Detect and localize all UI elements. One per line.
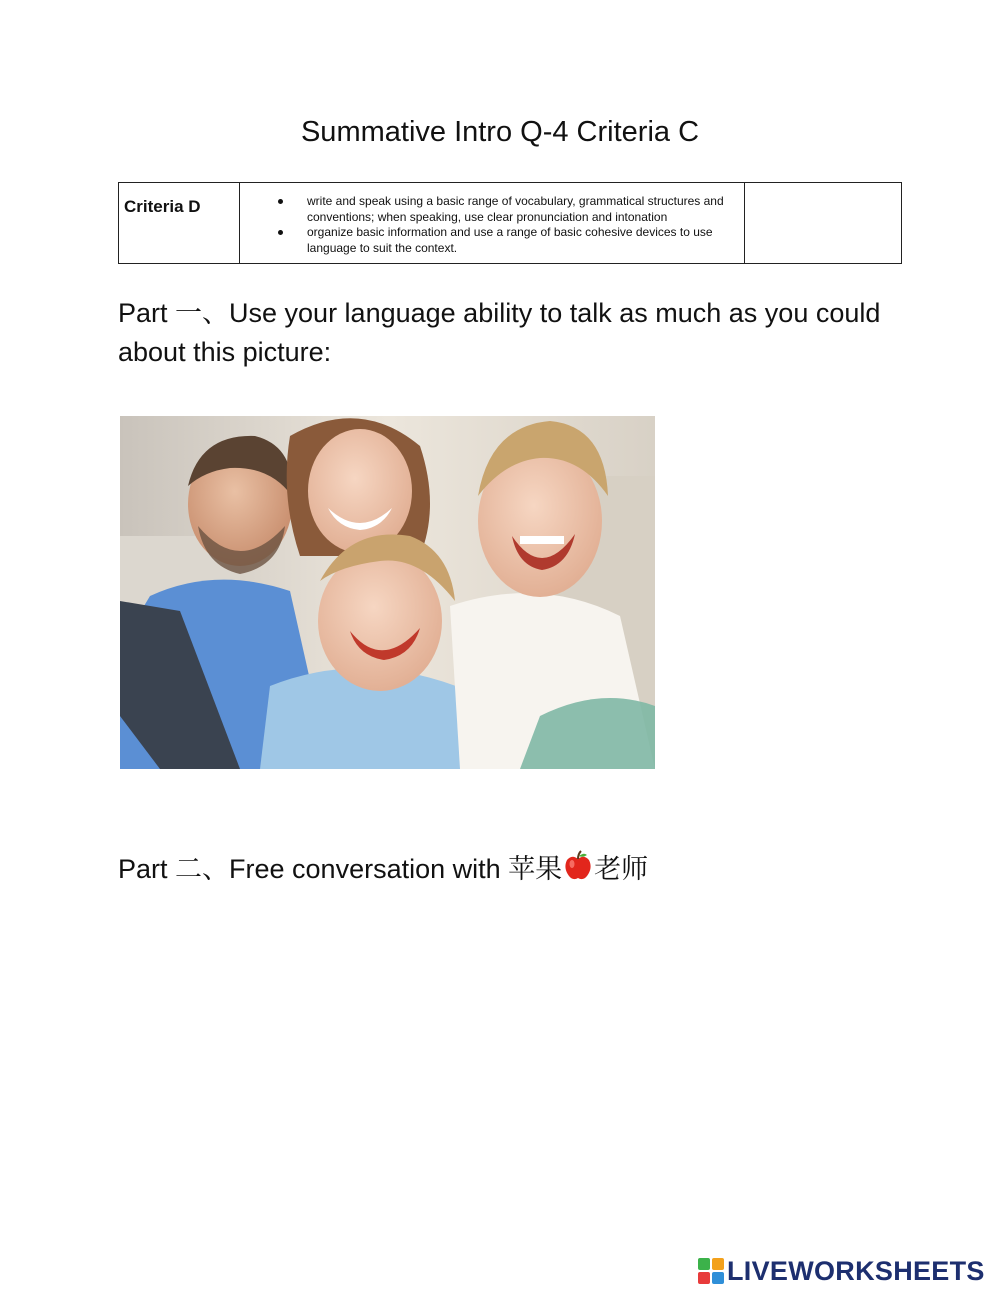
rubric-row [119, 183, 902, 264]
descriptor-list [240, 194, 744, 256]
liveworksheets-logo[interactable] [698, 1256, 985, 1286]
red-apple-icon [562, 850, 594, 893]
part-two-text: Part 二、Free conversation with 苹果 [118, 854, 563, 884]
score-cell[interactable] [745, 183, 902, 264]
rubric-table [118, 182, 902, 264]
criterion-label: Criteria D [124, 197, 201, 216]
page-title: Summative Intro Q-4 Criteria C [300, 116, 700, 148]
family-photo-illustration [120, 416, 655, 769]
part-two-prompt [118, 850, 898, 893]
family-photo [120, 416, 655, 769]
descriptor-item: write and speak using a basic range of vocabulary, grammatical structures and conventions; when speaking, use clear pronunciation and intonation [240, 194, 744, 225]
descriptor-cell [240, 183, 745, 264]
part-one-prompt: Part 一、Use your language ability to talk as much as you could about this picture: [118, 298, 881, 367]
part-two-suffix: 老师 [594, 854, 649, 884]
brand-name: LIVEWORKSHEETS [727, 1255, 985, 1286]
liveworksheets-icon [698, 1258, 724, 1284]
descriptor-item: organize basic information and use a range of basic cohesive devices to use language to suit the context. [240, 225, 744, 256]
criterion-cell [119, 183, 240, 264]
